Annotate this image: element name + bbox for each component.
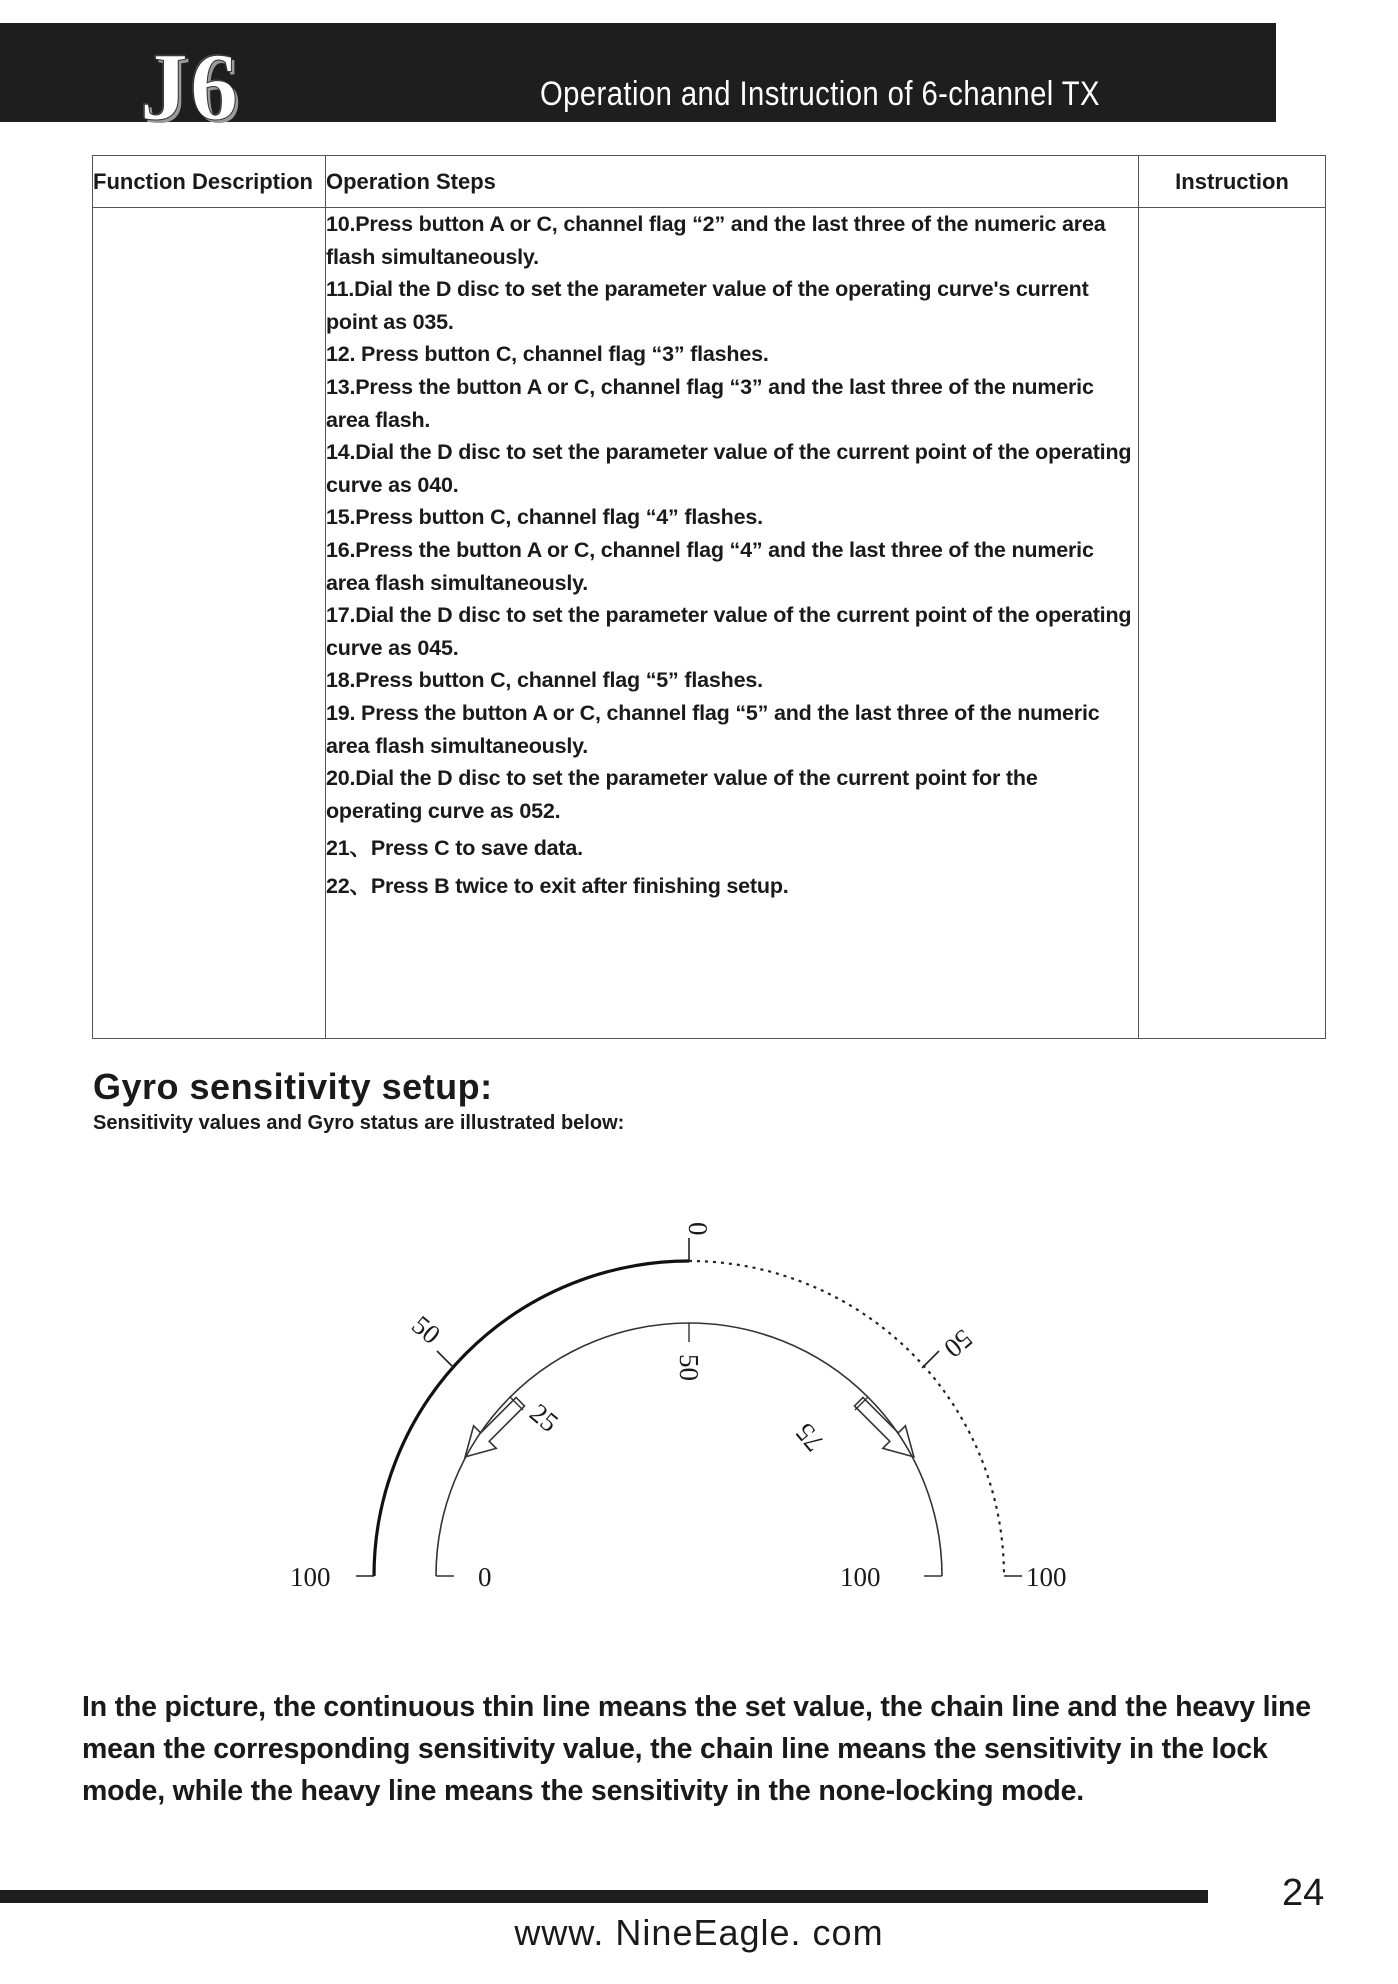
inner-right-mid-label: 75 <box>789 1417 830 1458</box>
table-row <box>93 208 1326 1039</box>
step-12: 12. Press button C, channel flag “3” flashes. <box>326 342 769 367</box>
footer-website: www. NineEagle. com <box>514 1912 884 1953</box>
outer-top-label: 0 <box>683 1222 713 1236</box>
inner-left-end-label: 0 <box>478 1562 492 1592</box>
operation-table <box>92 155 1326 1039</box>
gyro-explanation-text: In the picture, the continuous thin line means the set value, the chain line and the heavy line mean the corresponding sensitivity value, the chain line means the sensitivity in the lock mode, while the heavy line means the sensitivity in the none-locking mode. <box>82 1691 1311 1807</box>
outer-left-end-label: 100 <box>290 1562 331 1592</box>
instruction-cell <box>1139 208 1326 1039</box>
operation-steps-cell <box>326 208 1139 1039</box>
table-header-row <box>93 156 1326 208</box>
lock-mode-chain-arc <box>689 1261 1004 1576</box>
outer-right-end-label: 100 <box>1026 1562 1067 1592</box>
outer-right-mid-tick <box>922 1351 939 1368</box>
step-22: 22、Press B twice to exit after finishing setup. <box>326 873 789 898</box>
outer-left-mid-tick <box>437 1351 454 1368</box>
step-14: 14.Dial the D disc to set the parameter value of the current point of the operating curve as 040. <box>326 440 1132 497</box>
header-bar <box>0 23 1276 140</box>
gyro-section-subtitle: Sensitivity values and Gyro status are illustrated below: <box>93 1112 625 1134</box>
step-15: 15.Press button C, channel flag “4” flashes. <box>326 505 763 530</box>
step-19: 19. Press the button A or C, channel flag “5” and the last three of the numeric area flash simultaneously. <box>326 700 1100 758</box>
column-header-function-description: Function Description <box>93 156 326 208</box>
column-header-operation-steps: Operation Steps <box>326 156 1139 208</box>
page-header-title: Operation and Instruction of 6-channel TX <box>540 75 1100 113</box>
right-direction-arrow <box>847 1390 925 1468</box>
page-number: 24 <box>1282 1872 1325 1914</box>
outer-right-mid-label: 50 <box>938 1323 979 1364</box>
step-13: 13.Press the button A or C, channel flag “3” and the last three of the numeric area flash. <box>326 374 1094 432</box>
inner-top-label: 50 <box>674 1354 704 1381</box>
column-header-instruction: Instruction <box>1139 156 1326 208</box>
step-11: 11.Dial the D disc to set the parameter value of the operating curve's current point as 035. <box>326 277 1089 334</box>
inner-left-mid-label: 25 <box>524 1397 565 1438</box>
gyro-section-title: Gyro sensitivity setup: <box>93 1066 493 1107</box>
step-16: 16.Press the button A or C, channel flag “4” and the last three of the numeric area flash simultaneously. <box>326 537 1094 595</box>
function-description-cell <box>93 208 326 1039</box>
step-21: 21、Press C to save data. <box>326 836 583 861</box>
j6-logo: J6 <box>140 33 240 140</box>
step-18: 18.Press button C, channel flag “5” flashes. <box>326 668 763 693</box>
outer-left-mid-label: 50 <box>406 1309 447 1350</box>
gyro-sensitivity-diagram <box>270 1220 1120 1620</box>
step-10: 10.Press button A or C, channel flag “2” and the last three of the numeric area flash simultaneously. <box>326 212 1106 269</box>
left-direction-arrow <box>454 1390 532 1468</box>
footer-rule <box>0 1890 1208 1903</box>
inner-right-end-label: 100 <box>840 1562 881 1592</box>
step-17: 17.Dial the D disc to set the parameter value of the current point of the operating curve as 045. <box>326 603 1132 660</box>
step-20: 20.Dial the D disc to set the parameter value of the current point for the operating curve as 052. <box>326 766 1038 823</box>
